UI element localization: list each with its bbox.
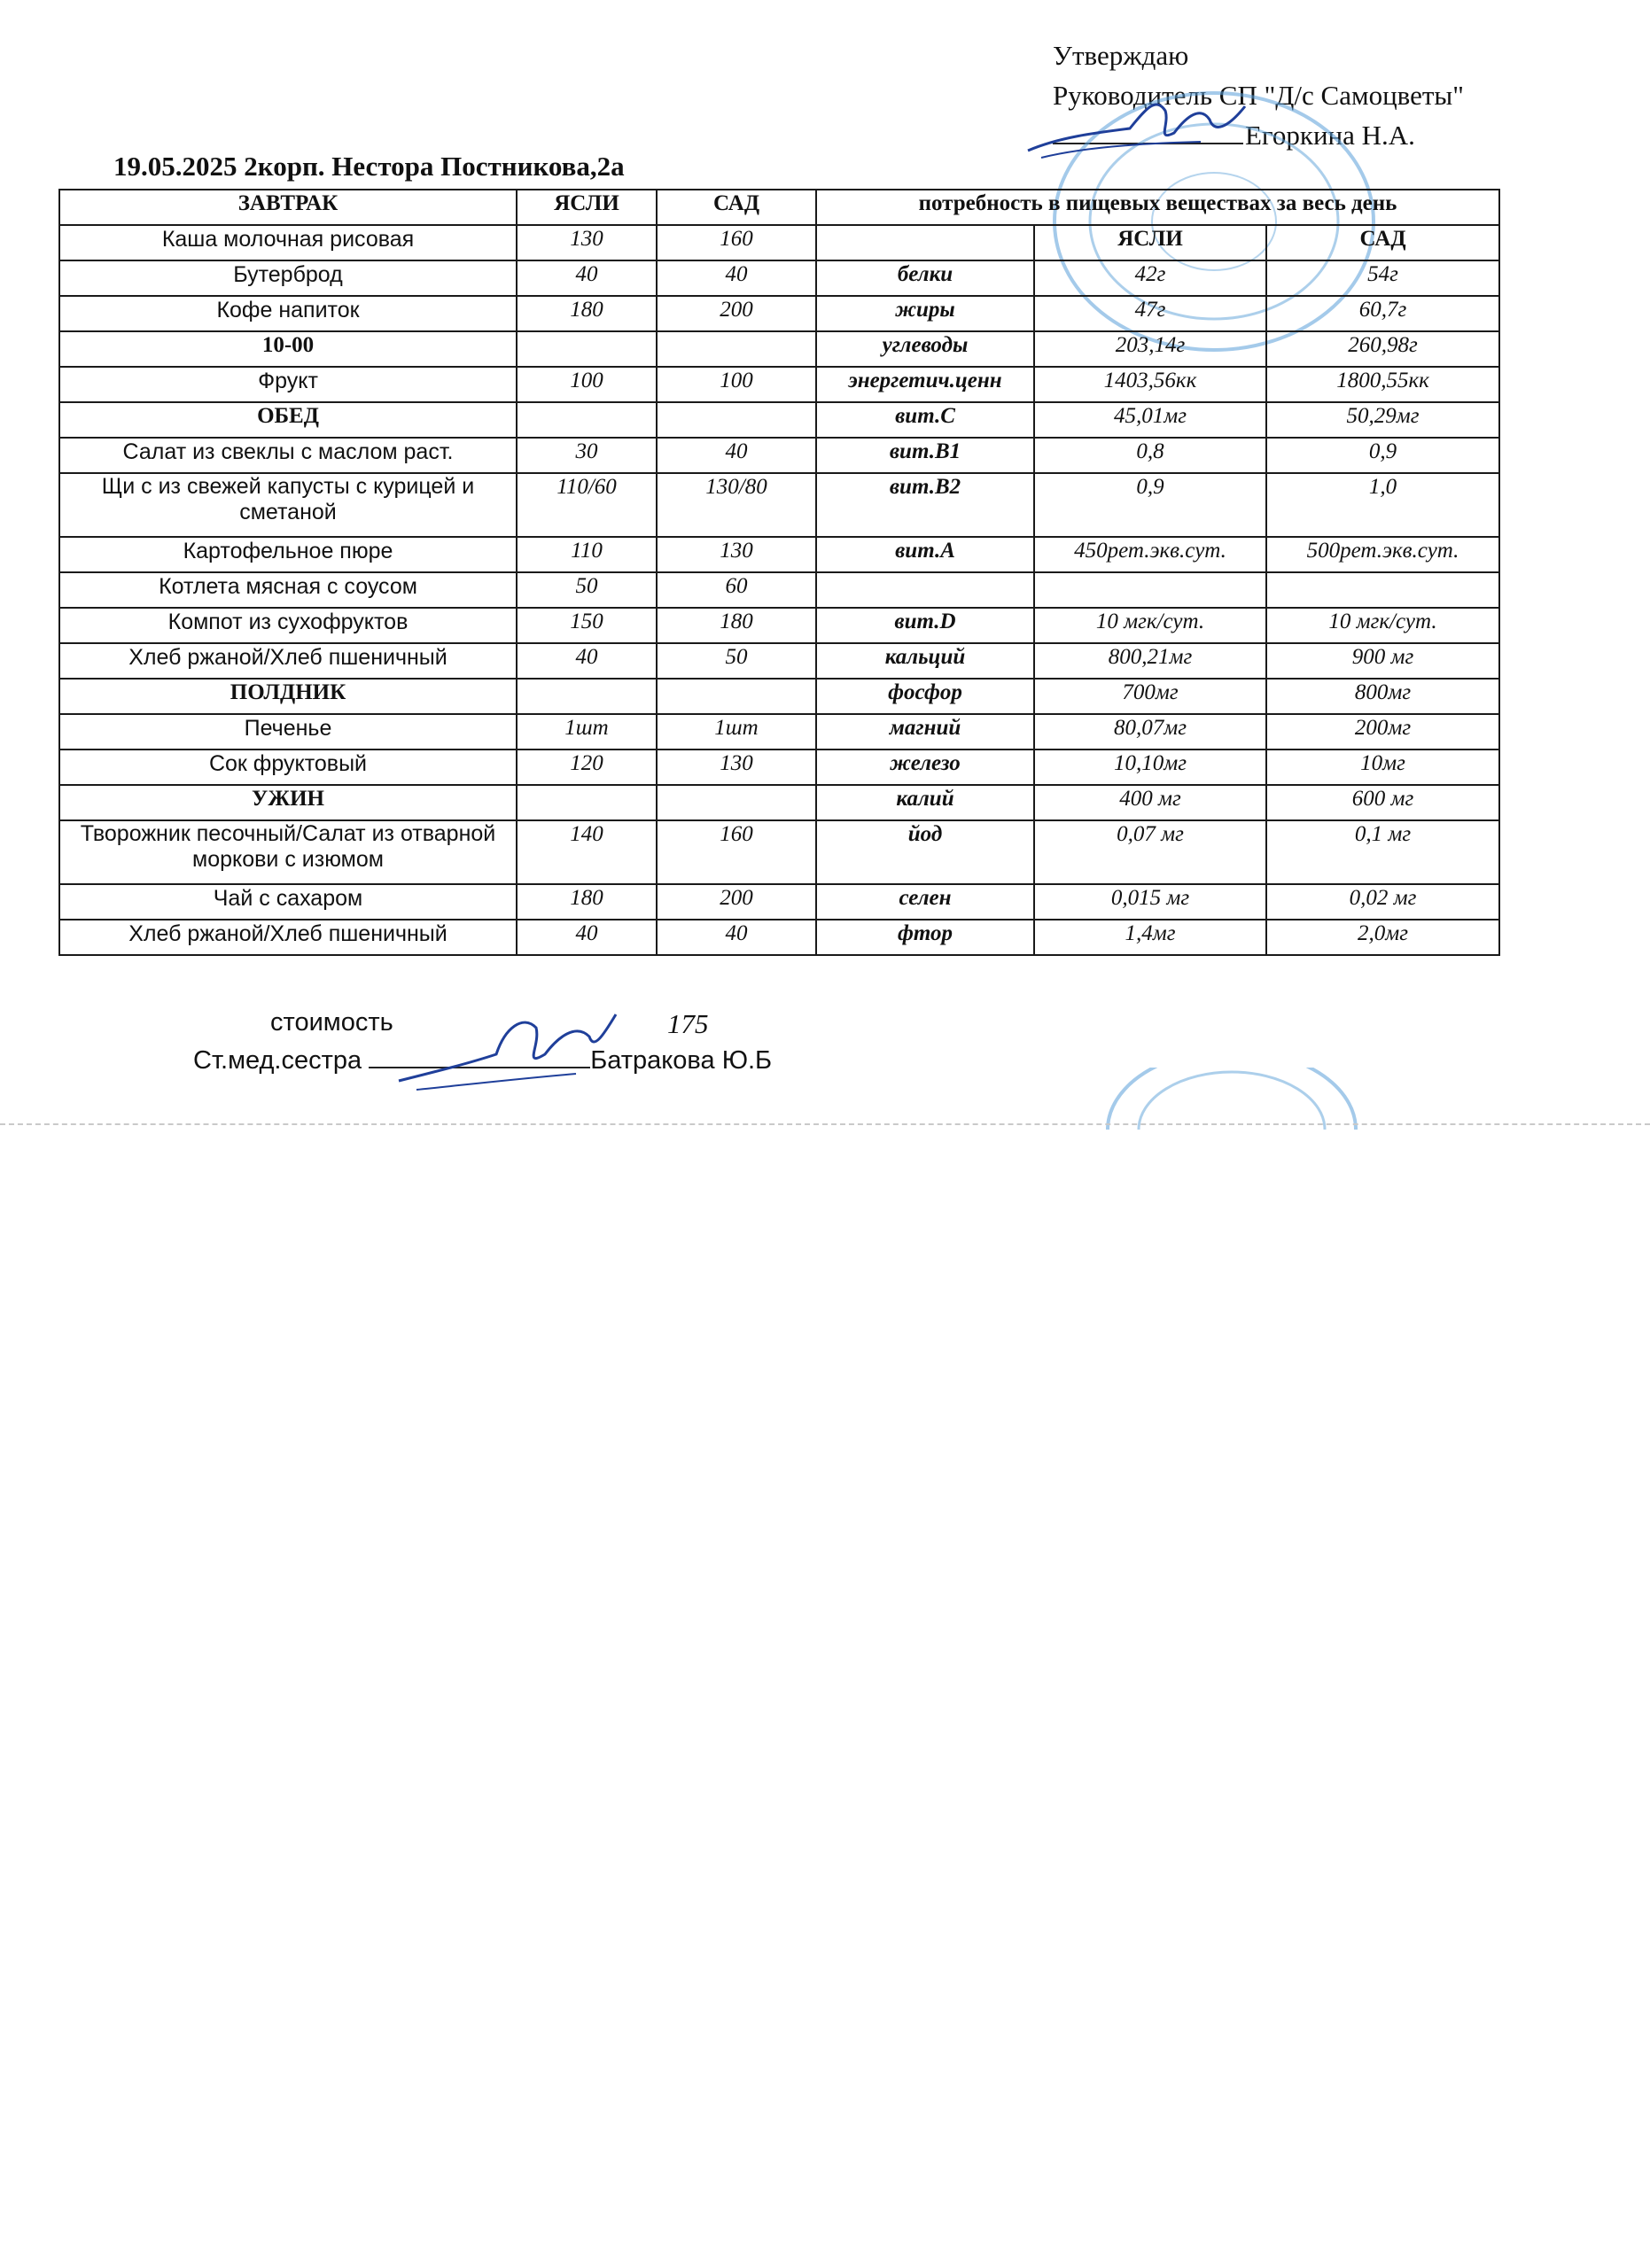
kindergarten-portion: 130/80 — [657, 473, 816, 537]
dish-name: Компот из сухофруктов — [59, 608, 517, 643]
nutrient-name: вит.В2 — [816, 473, 1034, 537]
kindergarten-portion: 40 — [657, 920, 816, 955]
nutrient-nursery-value — [1034, 572, 1266, 608]
nursery-portion: 120 — [517, 750, 657, 785]
nutrient-nursery-value: 80,07мг — [1034, 714, 1266, 750]
table-row — [59, 296, 1499, 331]
dish-name: Печенье — [59, 714, 517, 750]
nursery-portion: 180 — [517, 296, 657, 331]
nutrient-name: вит.D — [816, 608, 1034, 643]
dish-name: Кофе напиток — [59, 296, 517, 331]
table-row — [59, 750, 1499, 785]
nursery-portion: 110/60 — [517, 473, 657, 537]
nutrient-kindergarten-value: 54г — [1266, 260, 1499, 296]
nutrient-name: кальций — [816, 643, 1034, 679]
table-row — [59, 537, 1499, 572]
nutrient-kindergarten-value: 2,0мг — [1266, 920, 1499, 955]
nutrient-name: фосфор — [816, 679, 1034, 714]
nutrient-nursery-value: 42г — [1034, 260, 1266, 296]
nutrient-name — [816, 572, 1034, 608]
kindergarten-portion — [657, 679, 816, 714]
section-label: 10-00 — [59, 331, 517, 367]
nursery-portion — [517, 679, 657, 714]
nutrient-kindergarten-value: 0,1 мг — [1266, 820, 1499, 884]
nutrient-nursery-value: 0,8 — [1034, 438, 1266, 473]
kindergarten-portion: 130 — [657, 537, 816, 572]
dish-name: Щи с из свежей капусты с курицей и сметаной — [59, 473, 517, 537]
table-row — [59, 572, 1499, 608]
dish-name: Хлеб ржаной/Хлеб пшеничный — [59, 643, 517, 679]
kindergarten-portion: 130 — [657, 750, 816, 785]
cost-label: стоимость — [270, 1008, 393, 1037]
table-row — [59, 643, 1499, 679]
section-label: ОБЕД — [59, 402, 517, 438]
table-row — [59, 438, 1499, 473]
nutrient-name: магний — [816, 714, 1034, 750]
dish-name: Салат из свеклы с маслом раст. — [59, 438, 517, 473]
kindergarten-portion: 200 — [657, 884, 816, 920]
nutrient-kindergarten-value: 0,02 мг — [1266, 884, 1499, 920]
nutrient-kindergarten-value: 600 мг — [1266, 785, 1499, 820]
document-title: 19.05.2025 2корп. Нестора Постникова,2а — [113, 151, 625, 182]
dish-name: Фрукт — [59, 367, 517, 402]
table-row — [59, 785, 1499, 820]
kindergarten-portion: 160 — [657, 820, 816, 884]
nursery-portion: 30 — [517, 438, 657, 473]
header-nursery: ЯСЛИ — [517, 190, 657, 225]
nursery-portion: 180 — [517, 884, 657, 920]
nutrient-kindergarten-value: 800мг — [1266, 679, 1499, 714]
approval-position: Руководитель СП "Д/с Самоцветы" — [1053, 80, 1464, 111]
nutrient-kindergarten-value: 500рет.экв.сут. — [1266, 537, 1499, 572]
dish-name: Каша молочная рисовая — [59, 225, 517, 260]
nutrient-name: йод — [816, 820, 1034, 884]
nursery-portion — [517, 785, 657, 820]
nutrient-nursery-value: 45,01мг — [1034, 402, 1266, 438]
dish-name: Чай с сахаром — [59, 884, 517, 920]
nutrient-nursery-value: 400 мг — [1034, 785, 1266, 820]
nurse-signature — [390, 1001, 620, 1099]
header-needs: потребность в пищевых веществах за весь день — [816, 190, 1499, 225]
nursery-portion: 40 — [517, 260, 657, 296]
nutrient-kindergarten-value: 10 мгк/сут. — [1266, 608, 1499, 643]
nutrient-nursery-value: 1403,56кк — [1034, 367, 1266, 402]
needs-nursery-header: ЯСЛИ — [1034, 225, 1266, 260]
table-row — [59, 402, 1499, 438]
nutrient-kindergarten-value: 200мг — [1266, 714, 1499, 750]
nutrient-name: фтор — [816, 920, 1034, 955]
nursery-portion: 140 — [517, 820, 657, 884]
nutrient-nursery-value: 10 мгк/сут. — [1034, 608, 1266, 643]
nutrient-kindergarten-value: 900 мг — [1266, 643, 1499, 679]
nutrient-nursery-value: 47г — [1034, 296, 1266, 331]
kindergarten-portion — [657, 331, 816, 367]
nutrient-nursery-value: 800,21мг — [1034, 643, 1266, 679]
nutrient-kindergarten-value: 1800,55кк — [1266, 367, 1499, 402]
nutrient-name: углеводы — [816, 331, 1034, 367]
table-row — [59, 608, 1499, 643]
table-row — [59, 820, 1499, 884]
nutrient-name: селен — [816, 884, 1034, 920]
nutrient-nursery-value: 10,10мг — [1034, 750, 1266, 785]
official-stamp-bottom — [1099, 1068, 1365, 1130]
kindergarten-portion: 100 — [657, 367, 816, 402]
approver-name: Егоркина Н.А. — [1245, 120, 1415, 151]
nutrient-name: железо — [816, 750, 1034, 785]
nutrient-kindergarten-value — [1266, 572, 1499, 608]
table-row — [59, 225, 1499, 260]
dish-name: Котлета мясная с соусом — [59, 572, 517, 608]
nursery-portion: 100 — [517, 367, 657, 402]
approval-title: Утверждаю — [1053, 40, 1189, 71]
nursery-portion — [517, 331, 657, 367]
needs-kindergarten-header: САД — [1266, 225, 1499, 260]
kindergarten-portion: 180 — [657, 608, 816, 643]
nursery-portion: 130 — [517, 225, 657, 260]
dish-name: Сок фруктовый — [59, 750, 517, 785]
nutrient-nursery-value: 0,015 мг — [1034, 884, 1266, 920]
menu-table — [58, 189, 1500, 956]
table-row — [59, 331, 1499, 367]
nursery-portion: 50 — [517, 572, 657, 608]
nutrient-kindergarten-value: 50,29мг — [1266, 402, 1499, 438]
nutrient-nursery-value: 700мг — [1034, 679, 1266, 714]
nutrient-kindergarten-value: 260,98г — [1266, 331, 1499, 367]
nutrient-kindergarten-value: 60,7г — [1266, 296, 1499, 331]
nutrient-name: калий — [816, 785, 1034, 820]
kindergarten-portion: 60 — [657, 572, 816, 608]
nutrient-kindergarten-value: 10мг — [1266, 750, 1499, 785]
scan-edge-line — [0, 1123, 1650, 1125]
nutrient-nursery-value: 1,4мг — [1034, 920, 1266, 955]
nutrient-nursery-value: 203,14г — [1034, 331, 1266, 367]
header-kindergarten: САД — [657, 190, 816, 225]
nutrient-name — [816, 225, 1034, 260]
approver-signature — [1023, 89, 1254, 168]
kindergarten-portion: 50 — [657, 643, 816, 679]
nutrient-kindergarten-value: 0,9 — [1266, 438, 1499, 473]
nutrient-nursery-value: 0,07 мг — [1034, 820, 1266, 884]
nurse-name: Батракова Ю.Б — [590, 1046, 773, 1075]
nutrient-name: вит.В1 — [816, 438, 1034, 473]
kindergarten-portion: 160 — [657, 225, 816, 260]
table-row — [59, 473, 1499, 537]
nursery-portion: 40 — [517, 643, 657, 679]
table-row — [59, 884, 1499, 920]
dish-name: Творожник песочный/Салат из отварной моркови с изюмом — [59, 820, 517, 884]
section-label: ПОЛДНИК — [59, 679, 517, 714]
kindergarten-portion — [657, 785, 816, 820]
section-label: УЖИН — [59, 785, 517, 820]
nutrient-name: жиры — [816, 296, 1034, 331]
kindergarten-portion: 40 — [657, 438, 816, 473]
nutrient-nursery-value: 0,9 — [1034, 473, 1266, 537]
header-row — [59, 190, 1499, 225]
table-row — [59, 260, 1499, 296]
kindergarten-portion: 200 — [657, 296, 816, 331]
table-row — [59, 367, 1499, 402]
nursery-portion: 150 — [517, 608, 657, 643]
dish-name: Хлеб ржаной/Хлеб пшеничный — [59, 920, 517, 955]
kindergarten-portion: 1шт — [657, 714, 816, 750]
nutrient-name: вит.А — [816, 537, 1034, 572]
nursery-portion: 110 — [517, 537, 657, 572]
table-row — [59, 714, 1499, 750]
nutrient-name: энергетич.ценн — [816, 367, 1034, 402]
nursery-portion — [517, 402, 657, 438]
table-row — [59, 679, 1499, 714]
nursery-portion: 40 — [517, 920, 657, 955]
table-row — [59, 920, 1499, 955]
cost-value: 175 — [667, 1008, 709, 1039]
kindergarten-portion: 40 — [657, 260, 816, 296]
header-meal: ЗАВТРАК — [59, 190, 517, 225]
nutrient-name: вит.С — [816, 402, 1034, 438]
dish-name: Бутерброд — [59, 260, 517, 296]
nutrient-name: белки — [816, 260, 1034, 296]
nutrient-nursery-value: 450рет.экв.сут. — [1034, 537, 1266, 572]
nurse-label: Ст.мед.сестра — [193, 1046, 362, 1075]
dish-name: Картофельное пюре — [59, 537, 517, 572]
kindergarten-portion — [657, 402, 816, 438]
nutrient-kindergarten-value: 1,0 — [1266, 473, 1499, 537]
nursery-portion: 1шт — [517, 714, 657, 750]
